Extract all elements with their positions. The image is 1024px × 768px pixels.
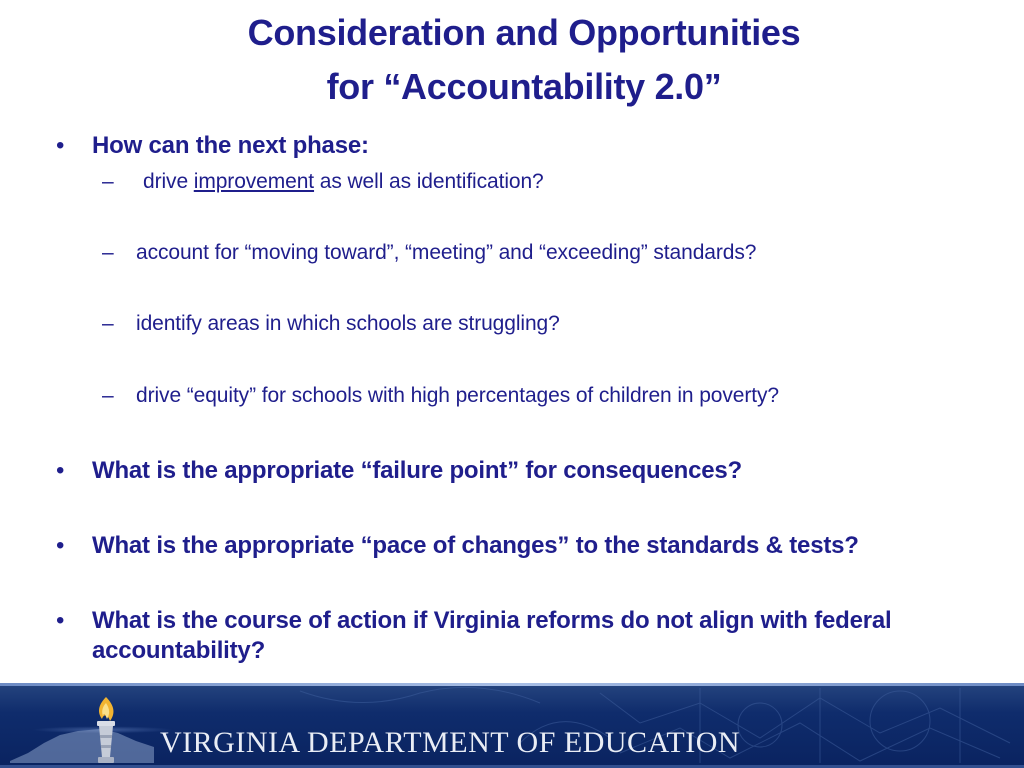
- bullet-text: What is the appropriate “pace of changes” to the standards & tests?: [92, 532, 859, 559]
- bullet-mark: •: [56, 132, 65, 159]
- sub-item-text-pre: drive: [143, 170, 194, 193]
- department-name: VIRGINIA DEPARTMENT OF EDUCATION: [160, 726, 741, 759]
- dash-mark: –: [102, 384, 114, 407]
- dash-mark: –: [102, 312, 114, 335]
- sub-item-standards: [102, 240, 756, 266]
- dash-mark: –: [102, 170, 114, 193]
- bullet-mark: •: [56, 532, 65, 559]
- dash-mark: –: [102, 241, 114, 264]
- sub-item-text-post: as well as identification?: [314, 170, 544, 193]
- sub-item-text: account for “moving toward”, “meeting” and “exceeding” standards?: [136, 241, 757, 264]
- bullet-failure-point: [56, 456, 982, 486]
- bullet-mark: •: [56, 607, 65, 634]
- title-line-2: for “Accountability 2.0”: [326, 66, 722, 107]
- torch-logo-icon: [86, 695, 126, 767]
- slide-title: [0, 6, 1024, 114]
- sub-item-text: drive “equity” for schools with high percentages of children in poverty?: [136, 384, 779, 407]
- bullet-mark: •: [56, 457, 65, 484]
- bullet-course-of-action: [56, 606, 982, 666]
- sub-item-improvement: [102, 169, 544, 195]
- sub-item-text: identify areas in which schools are struggling?: [136, 312, 560, 335]
- virginia-map-icon: [8, 723, 158, 765]
- bullet-text: What is the appropriate “failure point” for consequences?: [92, 457, 743, 484]
- sub-item-equity: [102, 383, 779, 409]
- footer-banner: [0, 683, 1024, 768]
- sub-item-text: [143, 169, 544, 195]
- bullet-text: How can the next phase:: [92, 132, 369, 159]
- bullet-next-phase: [56, 131, 982, 161]
- sub-item-struggling: [102, 311, 560, 337]
- bullet-text: What is the course of action if Virginia reforms do not align with federal accountability?: [92, 607, 892, 664]
- title-line-1: Consideration and Opportunities: [247, 12, 801, 53]
- improvement-underlined: improvement: [193, 170, 315, 193]
- bullet-pace-of-changes: [56, 531, 982, 561]
